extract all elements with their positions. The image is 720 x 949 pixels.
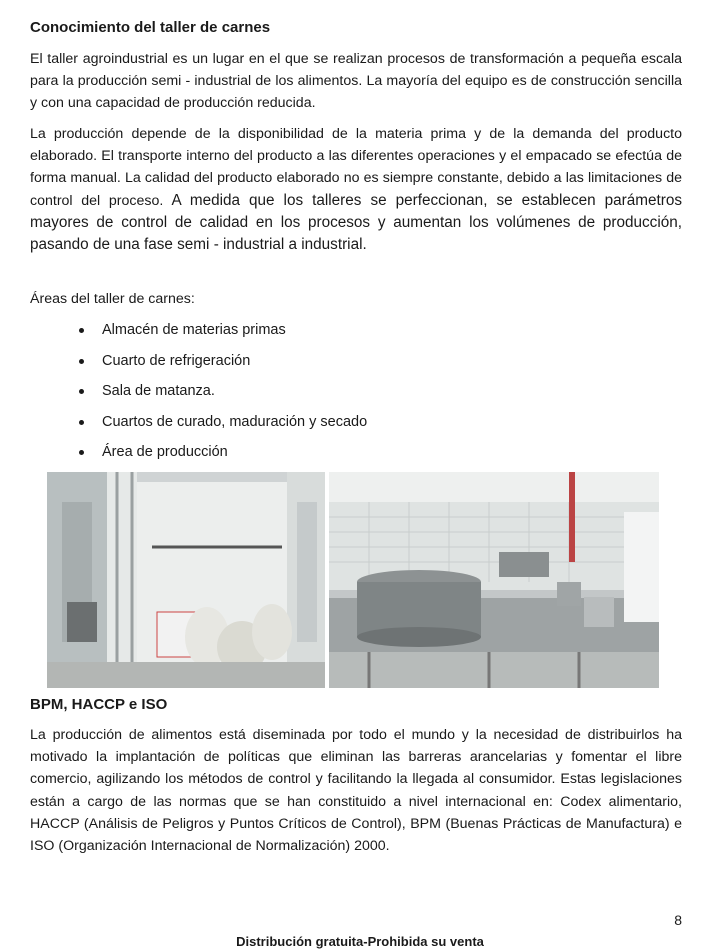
paragraph-production-a: La producción depende de la disponibilidad de la materia prima y de la demanda del producto elaborado. El transporte interno del producto a las diferentes operaciones y el empacado se efectúa de forma manual. La calidad del producto elaborado no es siempre constante, debido a las limitaciones de control del proceso.	[30, 126, 682, 209]
page-number: 8	[674, 912, 682, 928]
areas-label: Áreas del taller de carnes:	[30, 291, 195, 307]
list-item: Almacén de materias primas	[30, 318, 367, 349]
paragraph-production	[30, 123, 682, 256]
section-title-bpm: BPM, HACCP e ISO	[30, 696, 168, 713]
list-item: Cuarto de refrigeración	[30, 349, 367, 380]
storage-room-photo	[47, 472, 325, 688]
paragraph-bpm: La producción de alimentos está diseminada por todo el mundo y la necesidad de distribuirlos ha motivado la implantación de políticas que eliminan las barreras arancelarias y fomentar el libre comercio, agilizando los métodos de control y facilitando la llegada al consumidor. Estas legislaciones están a cargo de las normas que se han constituido a nivel internacional en: Codex alimentario, HACCP (Análisis de Peligros y Puntos Críticos de Control), BPM (Buenas Prácticas de Manufactura) e ISO (Organización Internacional de Normalización) 2000.	[30, 727, 682, 855]
list-item: Sala de matanza.	[30, 379, 367, 410]
paragraph-intro: El taller agroindustrial es un lugar en el que se realizan procesos de transformación a pequeña escala para la producción semi - industrial de los alimentos. La mayoría del equipo es de construcción sencilla y con una capacidad de producción reducida.	[30, 51, 682, 112]
photos-row	[47, 472, 659, 688]
paragraph-production-b: A medida que los talleres se perfeccionan, se establecen parámetros mayores de control de calidad en los procesos y aumentan los volúmenes de producción, pasando de una fase semi - industrial a industrial.	[30, 191, 682, 254]
production-area-photo	[329, 472, 659, 688]
areas-list	[30, 318, 367, 471]
footer-note: Distribución gratuita-Prohibida su venta	[236, 934, 484, 949]
section-title-taller: Conocimiento del taller de carnes	[30, 19, 271, 36]
list-item: Área de producción	[30, 440, 367, 471]
list-item: Cuartos de curado, maduración y secado	[30, 410, 367, 441]
